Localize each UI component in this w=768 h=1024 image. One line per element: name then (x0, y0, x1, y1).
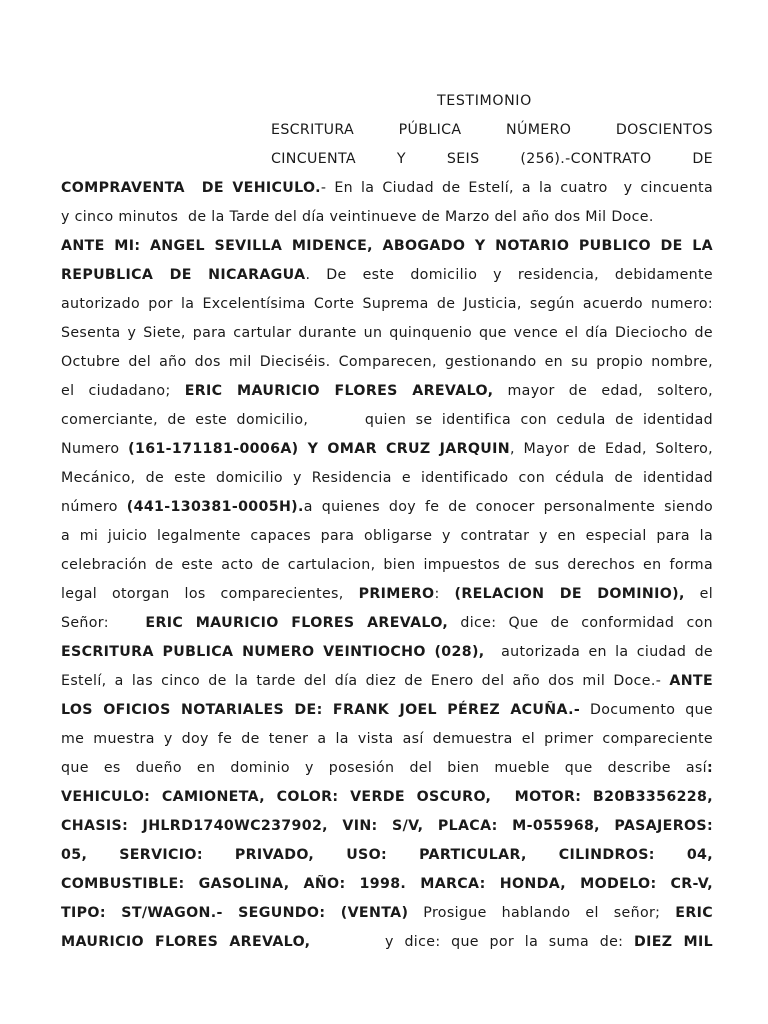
bold-text: LOS OFICIOS NOTARIALES DE: FRANK JOEL PÉREZ ACUÑA.- (61, 702, 581, 718)
bold-text: ERIC (675, 905, 713, 921)
text-line (61, 410, 713, 430)
text-segment: que es dueño en dominio y posesión del bien mueble que describe así (61, 760, 707, 776)
text-segment: celebración de este acto de cartulacion, bien impuestos de sus derechos en forma (61, 557, 713, 573)
text-segment: y cinco minutos de la Tarde del día veintinueve de Marzo del año dos Mil Doce. (61, 209, 654, 225)
text-segment: Prosigue hablando el señor; (408, 905, 676, 921)
text-segment: . De este domicilio y residencia, debidamente (305, 267, 713, 283)
text-line (61, 526, 713, 546)
text-segment: mayor de edad, soltero, (493, 383, 713, 399)
line-content (61, 818, 713, 834)
bold-text: REPUBLICA DE NICARAGUA (61, 267, 306, 283)
text-line (271, 149, 713, 169)
text-segment: comerciante, de este domicilio, quien se identifica con cedula de identidad (61, 412, 713, 428)
text-line (61, 642, 713, 662)
text-line (61, 584, 713, 604)
bold-text: : (706, 760, 713, 776)
line-content (61, 789, 713, 805)
line-content (61, 528, 713, 544)
line-content (61, 934, 713, 950)
bold-text: VEHICULO: CAMIONETA, COLOR: VERDE OSCURO, MOTOR: B20B3356228, (61, 789, 713, 805)
line-content (61, 238, 713, 254)
line-content (61, 441, 713, 457)
bold-text: (RELACION DE DOMINIO), (454, 586, 685, 602)
text-segment: el (684, 586, 713, 602)
bold-text: USO: (346, 847, 388, 863)
line-content (61, 354, 713, 370)
bold-text: 04, (686, 847, 713, 863)
text-segment: dice: Que de conformidad con (448, 615, 713, 631)
text-segment: ESCRITURA (271, 122, 355, 138)
text-segment: CINCUENTA (271, 151, 356, 167)
line-content (61, 383, 713, 399)
text-segment: Numero (61, 441, 129, 457)
bold-text: PRIVADO, (234, 847, 315, 863)
line-content (61, 586, 713, 602)
text-segment: Señor: (61, 615, 146, 631)
text-segment: Mecánico, de este domicilio y Residencia e identificado con cédula de identidad (61, 470, 713, 486)
text-segment: número (61, 499, 127, 515)
text-segment: DOSCIENTOS (615, 122, 713, 138)
text-segment: y dice: que por la suma de: (310, 934, 634, 950)
text-line (61, 468, 713, 488)
bold-text: TIPO: ST/WAGON.- SEGUNDO: (VENTA) (61, 905, 409, 921)
bold-text: (161-171181-0006A) Y OMAR CRUZ JARQUIN (128, 441, 510, 457)
text-segment: legal otorgan los comparecientes, (61, 586, 359, 602)
text-segment: a quienes doy fe de conocer personalmente siendo (303, 499, 713, 515)
text-line (61, 323, 713, 343)
text-segment: NÚMERO (506, 122, 572, 138)
document-title: TESTIMONIO (437, 93, 532, 109)
bold-text: PRIMERO (358, 586, 435, 602)
line-content (61, 557, 713, 573)
text-line (61, 555, 713, 575)
bold-text: PARTICULAR, (419, 847, 527, 863)
bold-text: ERIC MAURICIO FLORES AREVALO, (145, 615, 449, 631)
text-segment: el ciudadano; (61, 383, 185, 399)
text-line (61, 613, 713, 633)
bold-text: COMBUSTIBLE: GASOLINA, AÑO: 1998. MARCA: HONDA, MODELO: CR-V, (61, 876, 713, 892)
text-segment: autorizado por la Excelentísima Corte Suprema de Justicia, según acuerdo numero: (61, 296, 713, 312)
text-line (61, 758, 713, 778)
text-line (61, 207, 713, 227)
text-line (61, 816, 713, 836)
text-line (61, 265, 713, 285)
text-line (61, 845, 713, 865)
line-content (61, 325, 713, 341)
text-line (61, 381, 713, 401)
text-segment: PÚBLICA (398, 122, 462, 138)
text-segment: SEIS (446, 151, 480, 167)
line-content (61, 180, 713, 196)
line-content (61, 499, 713, 515)
text-segment: Documento que (580, 702, 714, 718)
text-line (61, 352, 713, 372)
line-content (61, 296, 713, 312)
bold-text: ERIC MAURICIO FLORES AREVALO, (184, 383, 494, 399)
text-segment: Sesenta y Siete, para cartular durante un quinquenio que vence el día Dieciocho de (61, 325, 713, 341)
line-content (61, 412, 713, 428)
text-line (61, 439, 713, 459)
text-line (61, 236, 713, 256)
text-segment: a mi juicio legalmente capaces para obligarse y contratar y en especial para la (61, 528, 713, 544)
text-segment: Y (396, 151, 406, 167)
text-line (61, 178, 713, 198)
text-segment: (256).-CONTRATO (520, 151, 652, 167)
text-line (61, 294, 713, 314)
line-content (61, 731, 713, 747)
line-content (61, 673, 713, 689)
text-line (61, 729, 713, 749)
text-line (61, 671, 713, 691)
bold-text: CILINDROS: (558, 847, 655, 863)
text-segment: : (434, 586, 455, 602)
line-content (61, 905, 713, 921)
line-content (61, 876, 713, 892)
text-segment: Octubre del año dos mil Dieciséis. Comparecen, gestionando en su propio nombre, (61, 354, 713, 370)
line-content (61, 209, 654, 225)
text-line (61, 903, 713, 923)
text-segment: Estelí, a las cinco de la tarde del día diez de Enero del año dos mil Doce.- (61, 673, 670, 689)
text-segment: , Mayor de Edad, Soltero, (510, 441, 713, 457)
line-content (61, 267, 713, 283)
bold-text: ESCRITURA PUBLICA NUMERO VEINTIOCHO (028), (61, 644, 485, 660)
line-content (61, 702, 713, 718)
text-segment: - En la Ciudad de Estelí, a la cuatro y cincuenta (320, 180, 713, 196)
bold-text: CHASIS: JHLRD1740WC237902, VIN: S/V, PLACA: M-055968, PASAJEROS: (61, 818, 713, 834)
text-line (61, 932, 713, 952)
bold-text: 05, (61, 847, 88, 863)
text-line (61, 700, 713, 720)
line-content (61, 470, 713, 486)
bold-text: MAURICIO FLORES AREVALO, (61, 934, 311, 950)
bold-text: DIEZ MIL (633, 934, 713, 950)
text-line (61, 497, 713, 517)
bold-text: ANTE MI: ANGEL SEVILLA MIDENCE, ABOGADO Y NOTARIO PUBLICO DE LA (61, 238, 713, 254)
line-content (61, 760, 713, 776)
line-content (61, 644, 713, 660)
text-segment: DE (692, 151, 713, 167)
text-line (271, 120, 713, 140)
text-segment: me muestra y doy fe de tener a la vista así demuestra el primer compareciente (61, 731, 713, 747)
bold-text: ANTE (669, 673, 713, 689)
bold-text: COMPRAVENTA DE VEHICULO. (61, 180, 321, 196)
bold-text: (441-130381-0005H). (126, 499, 304, 515)
bold-text: SERVICIO: (119, 847, 203, 863)
text-segment: autorizada en la ciudad de (484, 644, 713, 660)
text-line (61, 787, 713, 807)
line-content (61, 615, 713, 631)
text-line (61, 874, 713, 894)
